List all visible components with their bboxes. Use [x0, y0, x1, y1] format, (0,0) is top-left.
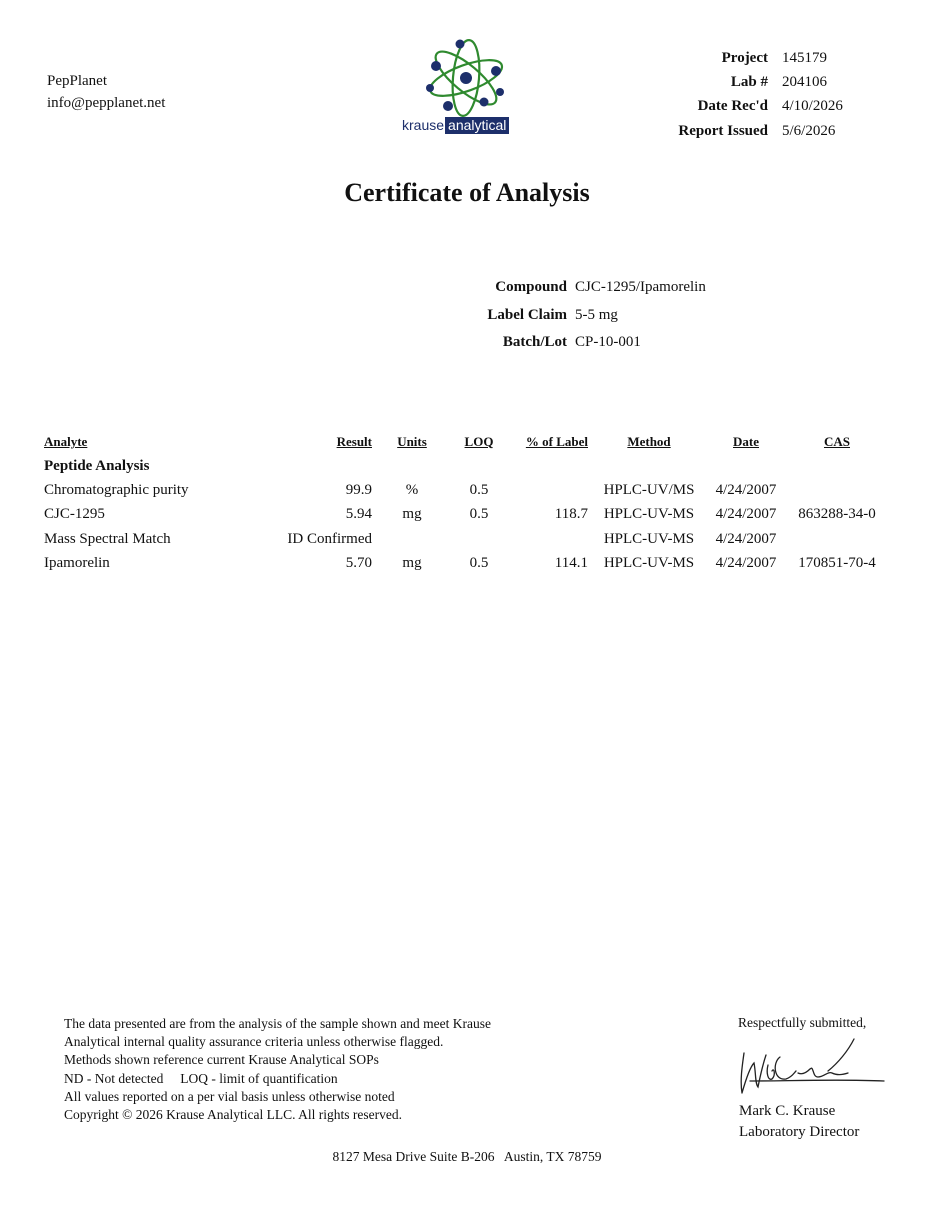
client-name: PepPlanet — [47, 73, 107, 89]
lab-address: 8127 Mesa Drive Suite B-206 Austin, TX 78759 — [332, 1149, 602, 1164]
note-line: The data presented are from the analysis of the sample shown and meet Krause — [64, 1016, 491, 1031]
header-pct-label: % of Label — [525, 434, 588, 449]
logo-wordmark — [402, 117, 509, 133]
cell-pct-label: 118.7 — [554, 506, 588, 523]
cell-analyte: CJC-1295 — [44, 506, 105, 523]
meta-label: Lab # — [730, 73, 768, 90]
page-title: Certificate of Analysis — [344, 178, 590, 207]
table-row — [40, 527, 892, 551]
sample-label: Label Claim — [487, 306, 567, 323]
sample-info — [420, 274, 795, 357]
meta-row-project — [610, 46, 882, 70]
table-row — [40, 478, 892, 502]
sample-row-batch-lot — [420, 329, 795, 357]
header-units: Units — [397, 434, 427, 449]
cell-date: 4/24/2007 — [715, 506, 777, 523]
signature-block — [738, 1015, 898, 1145]
cell-result: ID Confirmed — [287, 530, 372, 547]
cell-result: 5.94 — [345, 506, 372, 523]
signer-title: Laboratory Director — [739, 1124, 860, 1140]
signer — [739, 1101, 859, 1143]
sample-value: CP-10-001 — [575, 334, 641, 351]
group-heading — [40, 454, 892, 478]
cell-units: mg — [402, 506, 422, 523]
atom-icon — [400, 38, 540, 118]
note-line: Copyright © 2026 Krause Analytical LLC. All rights reserved. — [64, 1107, 402, 1123]
cell-cas: 170851-70-4 — [798, 554, 876, 571]
krause-analytical-logo — [400, 38, 540, 142]
sample-value: 5-5 mg — [575, 306, 618, 323]
results-table — [40, 430, 892, 575]
cell-result: 5.70 — [345, 554, 372, 571]
meta-row-report-issued — [610, 119, 882, 143]
meta-row-lab — [610, 70, 882, 94]
meta-label: Project — [721, 49, 768, 66]
respectfully-submitted: Respectfully submitted, — [738, 1015, 867, 1030]
cell-units: % — [405, 481, 419, 498]
meta-label: Date Rec'd — [697, 98, 768, 115]
cell-result: 99.9 — [345, 481, 372, 498]
sample-label: Compound — [495, 279, 567, 296]
cell-date: 4/24/2007 — [715, 554, 777, 571]
header-date: Date — [733, 434, 759, 449]
cell-loq: 0.5 — [469, 506, 489, 523]
cell-date: 4/24/2007 — [715, 481, 777, 498]
logo-word-analytical: analytical — [445, 117, 509, 134]
meta-label: Report Issued — [678, 122, 768, 139]
header-cas: CAS — [823, 434, 850, 449]
cell-pct-label: 114.1 — [554, 554, 588, 571]
group-label: Peptide Analysis — [44, 457, 150, 474]
results-header-row — [40, 430, 892, 454]
table-row — [40, 503, 892, 527]
meta-row-date-received — [610, 95, 882, 119]
header-loq: LOQ — [464, 434, 494, 449]
sample-value: CJC-1295/Ipamorelin — [575, 279, 706, 296]
table-row — [40, 551, 892, 575]
meta-value: 204106 — [782, 73, 827, 90]
logo-word-krause: krause — [402, 117, 445, 133]
sample-label: Batch/Lot — [502, 334, 567, 351]
note-line: All values reported on a per vial basis unless otherwise noted — [64, 1088, 395, 1104]
note-line: Methods shown reference current Krause Analytical SOPs — [64, 1052, 379, 1068]
cell-date: 4/24/2007 — [715, 530, 777, 547]
cell-method: HPLC-UV-MS — [603, 506, 695, 523]
cell-method: HPLC-UV-MS — [603, 554, 695, 571]
header-analyte: Analyte — [44, 434, 88, 449]
meta-value: 5/6/2026 — [782, 122, 836, 139]
meta-value: 4/10/2026 — [782, 98, 843, 115]
note-line: ND - Not detected LOQ - limit of quantification — [64, 1070, 338, 1086]
client-email: info@pepplanet.net — [47, 95, 166, 111]
cell-loq: 0.5 — [469, 481, 489, 498]
note-line: Analytical internal quality assurance criteria unless otherwise flagged. — [64, 1034, 444, 1050]
cell-analyte: Ipamorelin — [44, 554, 110, 571]
signer-name: Mark C. Krause — [739, 1103, 836, 1119]
cell-units: mg — [402, 554, 422, 571]
cell-method: HPLC-UV/MS — [603, 481, 695, 498]
handwritten-signature — [738, 1037, 888, 1099]
cell-analyte: Chromatographic purity — [44, 481, 189, 498]
cell-loq: 0.5 — [469, 554, 489, 571]
client-info — [47, 70, 165, 114]
header-method: Method — [627, 434, 671, 449]
cell-method: HPLC-UV-MS — [603, 530, 695, 547]
meta-value: 145179 — [782, 49, 827, 66]
sample-row-compound — [420, 274, 795, 302]
cell-cas: 863288-34-0 — [798, 506, 876, 523]
sample-row-label-claim — [420, 302, 795, 330]
cell-analyte: Mass Spectral Match — [44, 530, 171, 547]
report-meta — [610, 46, 882, 143]
header-result: Result — [336, 434, 372, 449]
footer-notes — [64, 1015, 491, 1124]
